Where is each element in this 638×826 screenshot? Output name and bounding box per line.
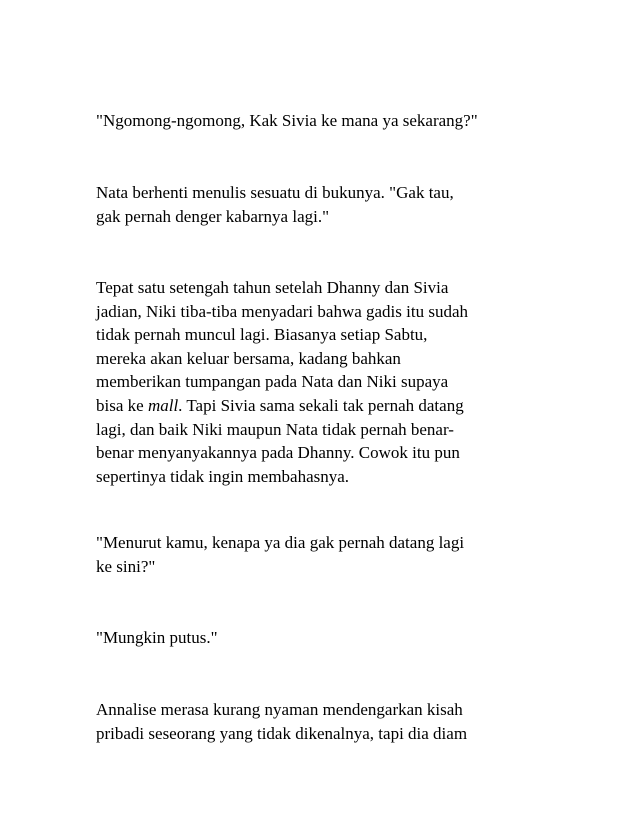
text-line: Tepat satu setengah tahun setelah Dhanny dan Sivia bbox=[96, 278, 449, 297]
text-line: Nata berhenti menulis sesuatu di bukunya. "Gak tau, bbox=[96, 183, 454, 202]
text-line: gak pernah denger kabarnya lagi." bbox=[96, 206, 330, 226]
text-segment: . Tapi Sivia sama sekali tak pernah datang bbox=[178, 395, 464, 415]
text-line-with-italic bbox=[96, 394, 546, 418]
text-line: "Mungkin putus." bbox=[96, 628, 218, 647]
paragraph-4 bbox=[96, 531, 546, 578]
text-line: lagi, dan baik Niki maupun Nata tidak pernah benar- bbox=[96, 419, 454, 439]
text-line: benar menyanyakannya pada Dhanny. Cowok itu pun bbox=[96, 443, 460, 463]
text-line: "Ngomong-ngomong, Kak Sivia ke mana ya sekarang?" bbox=[96, 111, 478, 130]
paragraph-6 bbox=[96, 698, 546, 745]
paragraph-5 bbox=[96, 626, 546, 650]
text-line: jadian, Niki tiba-tiba menyadari bahwa gadis itu sudah bbox=[96, 301, 469, 321]
text-line: mereka akan keluar bersama, kadang bahkan bbox=[96, 348, 401, 368]
paragraph-3 bbox=[96, 276, 546, 488]
paragraph-2 bbox=[96, 181, 546, 228]
text-line: Annalise merasa kurang nyaman mendengarkan kisah bbox=[96, 700, 463, 719]
text-line: tidak pernah muncul lagi. Biasanya setiap Sabtu, bbox=[96, 325, 428, 345]
text-segment: bisa ke bbox=[96, 395, 148, 415]
text-line: "Menurut kamu, kenapa ya dia gak pernah datang lagi bbox=[96, 533, 465, 552]
text-line: memberikan tumpangan pada Nata dan Niki supaya bbox=[96, 372, 449, 392]
paragraph-1 bbox=[96, 109, 546, 133]
text-line: ke sini?" bbox=[96, 556, 156, 576]
text-line: pribadi seseorang yang tidak dikenalnya, tapi dia diam bbox=[96, 723, 468, 743]
text-line: sepertinya tidak ingin membahasnya. bbox=[96, 466, 350, 486]
italic-word: mall bbox=[147, 395, 179, 415]
